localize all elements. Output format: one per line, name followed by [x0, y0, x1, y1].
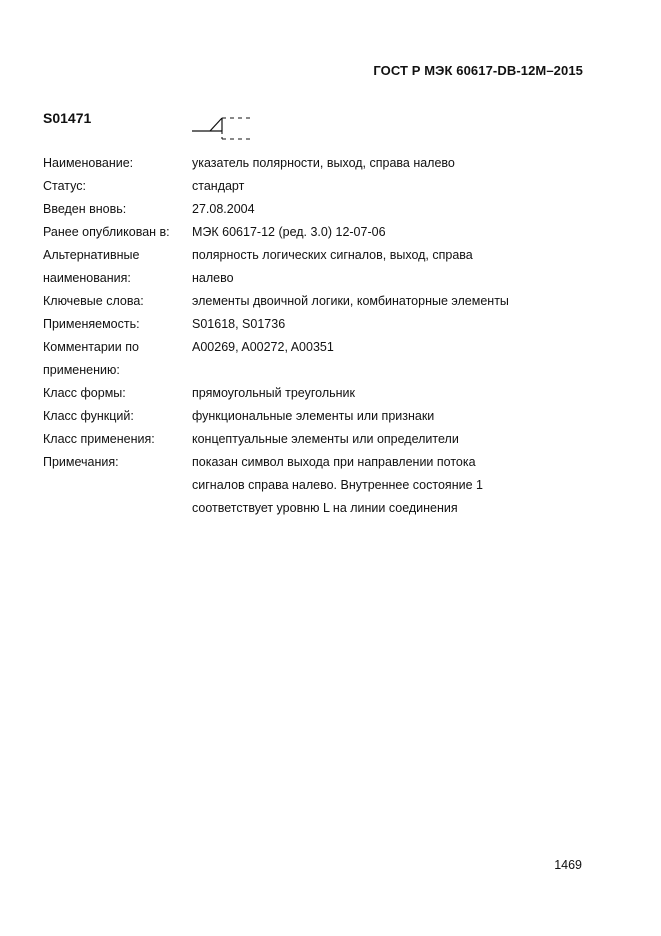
field-function-class [43, 405, 603, 428]
field-value: элементы двоичной логики, комбинаторные элементы [192, 294, 509, 308]
field-label: Класс формы: [43, 386, 126, 400]
field-value: концептуальные элементы или определители [192, 432, 459, 446]
field-value: A00269, A00272, A00351 [192, 340, 334, 354]
field-value: МЭК 60617-12 (ред. 3.0) 12-07-06 [192, 225, 386, 239]
field-application-class [43, 428, 603, 451]
field-value: S01618, S01736 [192, 317, 286, 331]
field-status [43, 175, 603, 198]
field-shape-class [43, 382, 603, 405]
page-number: 1469 [554, 858, 582, 872]
field-label: Альтернативные наименования: [43, 248, 140, 285]
field-keywords [43, 290, 603, 313]
field-value: 27.08.2004 [192, 202, 255, 216]
field-label: Класс функций: [43, 409, 134, 423]
field-label: Наименование: [43, 156, 134, 170]
field-label: Примечания: [43, 455, 119, 469]
field-label: Класс применения: [43, 432, 155, 446]
field-label: Ключевые слова: [43, 294, 144, 308]
polarity-indicator-output-right-to-left-icon [192, 112, 254, 142]
field-label: Ранее опубликован в: [43, 225, 170, 239]
field-value: стандарт [192, 179, 245, 193]
field-label: Введен вновь: [43, 202, 127, 216]
field-label: Статус: [43, 179, 86, 193]
field-alternative-names [43, 244, 603, 290]
field-value: полярность логических сигналов, выход, справа налево [192, 248, 473, 285]
field-previously-published [43, 221, 603, 244]
symbol-code: S01471 [43, 110, 92, 126]
symbol-fields [43, 152, 603, 520]
document-header-title: ГОСТ Р МЭК 60617-DB-12M–2015 [373, 63, 583, 78]
field-label: Применяемость: [43, 317, 140, 331]
field-introduced [43, 198, 603, 221]
field-applicability [43, 313, 603, 336]
field-value: прямоугольный треугольник [192, 386, 355, 400]
field-value: указатель полярности, выход, справа налево [192, 156, 455, 170]
field-application-comments [43, 336, 603, 382]
field-value: показан символ выхода при направлении потока сигналов справа налево. Внутреннее состояние 1 соответствует уровню L на линии соединения [192, 455, 483, 515]
field-value: функциональные элементы или признаки [192, 409, 435, 423]
field-label: Комментарии по применению: [43, 340, 139, 377]
field-name [43, 152, 603, 175]
field-notes [43, 451, 603, 520]
